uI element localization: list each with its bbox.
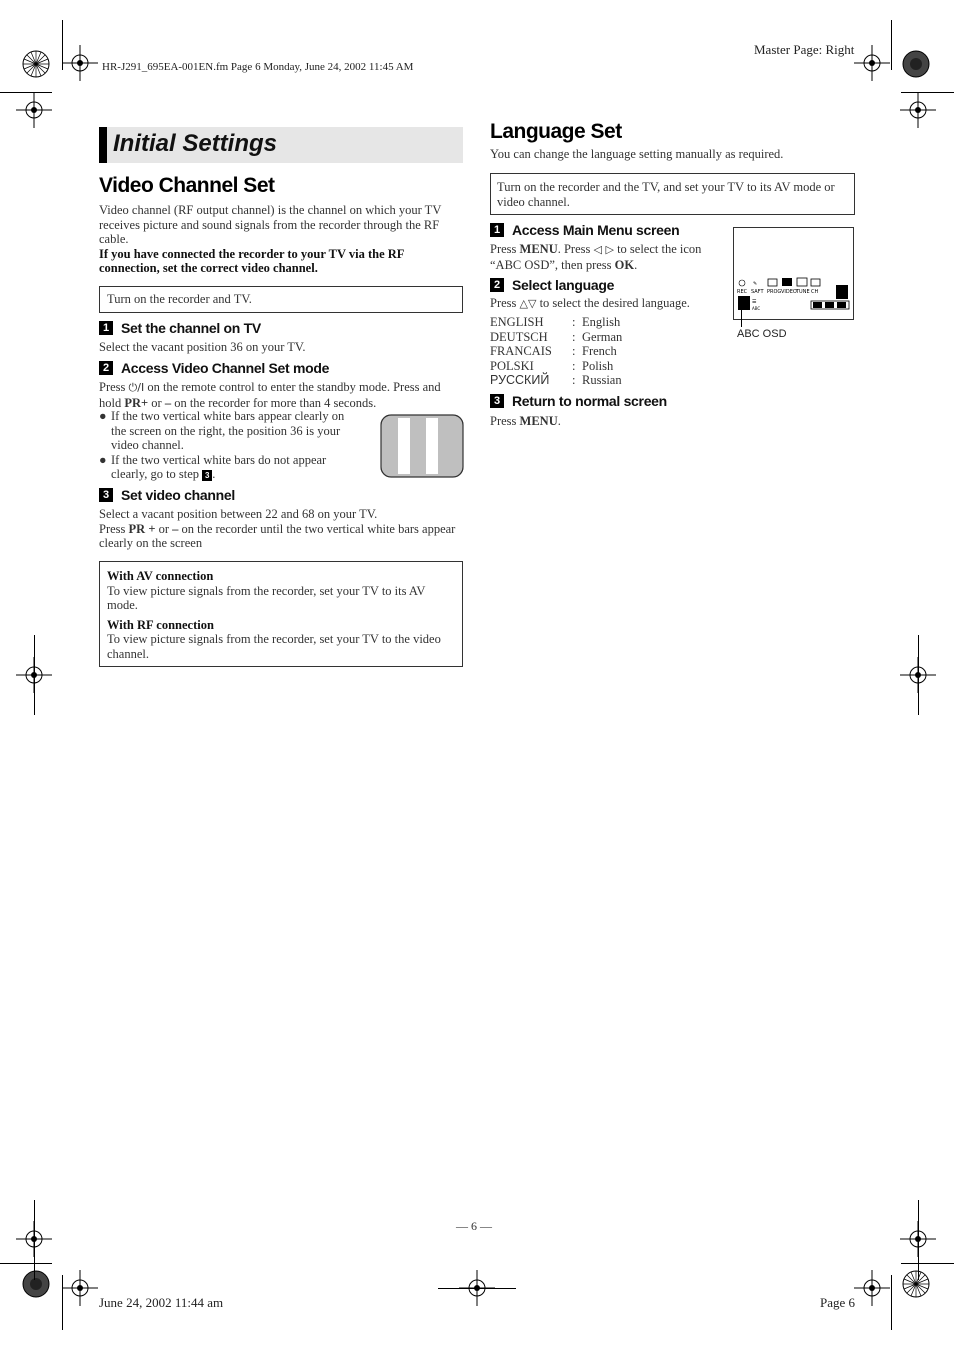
svg-text:PROG: PROG (767, 289, 782, 295)
footer-page: Page 6 (820, 1295, 856, 1310)
language-code: FRANCAIS (490, 344, 552, 358)
separator: : (572, 315, 576, 329)
intro-bold-text: If you have connected the recorder to your TV via the RF connection, set the correct video channel. (99, 246, 404, 275)
power-icon: ⏻/I (128, 381, 145, 394)
bullet-list (99, 409, 361, 482)
note-av-title: With AV connection (107, 569, 214, 583)
osd-callout-label: ABC OSD (737, 328, 787, 340)
step-2-language (490, 277, 614, 293)
lang-step-3-text: Press MENU. (490, 414, 561, 428)
language-intro: You can change the language setting manually as required. (490, 147, 784, 161)
step-1-language (490, 222, 679, 238)
rosette-bottom-left-icon (21, 1269, 51, 1299)
prep-box-video (99, 286, 463, 313)
rosette-top-left-icon (21, 49, 51, 79)
prep-box-language (490, 173, 855, 215)
video-channel-intro (99, 203, 461, 276)
separator: : (572, 329, 576, 344)
bullet-icon: ● (99, 409, 107, 423)
step-number: 3 (490, 394, 504, 408)
language-name: Polish (582, 358, 614, 373)
language-name: Russian (582, 373, 622, 387)
intro-text: Video channel (RF output channel) is the channel on which your TV receives picture and sound signals from the recorder through the RF cable. (99, 203, 442, 246)
osd-callout-line (741, 310, 742, 327)
step-label: Return to normal screen (512, 393, 667, 409)
language-heading: Language Set (490, 120, 622, 143)
step-3-text: Select a vacant position between 22 and 68 on your TV. Press PR + or – on the recorder until the two vertical white bars appear clearly on the screen (99, 507, 456, 550)
note-rf-title: With RF connection (107, 617, 214, 632)
svg-text:VIDEO: VIDEO (781, 289, 797, 295)
language-row (490, 373, 622, 388)
note-rf-text: To view picture signals from the recorder, set your TV to the video channel. (107, 632, 441, 661)
list-item: ● If the two vertical white bars appear clearly on the screen on the right, the position 36 is your video channel. (99, 409, 345, 452)
page-number-center: — 6 — (456, 1219, 492, 1233)
language-row (490, 315, 622, 330)
rosette-top-right-icon (901, 49, 931, 79)
step-3-video (99, 487, 235, 503)
step-label: Access Video Channel Set mode (121, 360, 330, 376)
crosshair-icon (62, 1270, 98, 1306)
step-2-text: Press ⏻/I on the remote control to enter the standby mode. Press and hold PR+ or – on the recorder for more than 4 seconds. (99, 380, 441, 410)
step-number: 2 (490, 278, 504, 292)
step-label: Set the channel on TV (121, 320, 261, 336)
svg-text:REC: REC (737, 289, 748, 295)
up-down-arrows-icon: △▽ (519, 297, 537, 310)
language-name: German (582, 329, 623, 344)
language-code: РУССКИЙ (490, 373, 550, 387)
crosshair-icon (62, 45, 98, 81)
svg-text:SAFT: SAFT (751, 289, 764, 295)
step-2-video (99, 360, 329, 376)
lang-step-2-text: Press △▽ to select the desired language. (490, 296, 690, 310)
list-item: ● If the two vertical white bars do not appear clearly, go to step 3 . (99, 452, 327, 481)
main-menu-osd-illustration (733, 227, 855, 321)
language-code: DEUTSCH (490, 329, 548, 344)
crosshair-icon (900, 92, 936, 128)
left-right-arrows-icon: ◁ ▷ (593, 243, 614, 256)
language-name: French (582, 344, 617, 358)
step-1-video (99, 320, 261, 336)
step-number: 1 (99, 321, 113, 335)
svg-text:ABC: ABC (752, 306, 761, 311)
step-label: Set video channel (121, 487, 235, 503)
step-number: 3 (99, 488, 113, 502)
language-row (490, 359, 622, 374)
crosshair-icon (16, 92, 52, 128)
prep-text: Turn on the recorder and TV. (107, 292, 252, 306)
crosshair-icon (854, 1270, 890, 1306)
video-channel-heading: Video Channel Set (99, 174, 275, 197)
step-ref-icon: 3 (202, 470, 212, 481)
language-code: ENGLISH (490, 315, 544, 329)
lang-step-1-text: Press MENU. Press ◁ ▷ to select the icon “ABC OSD”, then press OK. (490, 242, 702, 272)
language-code: POLSKI (490, 358, 534, 373)
section-band-bar (99, 127, 107, 163)
separator: : (572, 344, 576, 358)
separator: : (572, 373, 576, 387)
svg-text:✎: ✎ (753, 281, 758, 287)
language-row (490, 344, 622, 359)
language-name: English (582, 315, 621, 329)
step-label: Select language (512, 277, 615, 293)
svg-text:☰: ☰ (752, 299, 757, 305)
crosshair-icon (854, 45, 890, 81)
connection-note-box (99, 561, 463, 667)
master-page-label: Master Page: Right (754, 42, 855, 57)
language-row (490, 330, 622, 345)
bullet-icon: ● (99, 452, 107, 467)
svg-text:TUNE: TUNE (796, 289, 810, 295)
rosette-bottom-right-icon (901, 1269, 931, 1299)
tv-white-bars-illustration (380, 414, 464, 478)
section-band (99, 127, 463, 163)
footer-date: June 24, 2002 11:44 am (99, 1295, 224, 1310)
step-3-language (490, 393, 667, 409)
step-number: 2 (99, 361, 113, 375)
step-number: 1 (490, 223, 504, 237)
file-info: HR-J291_695EA-001EN.fm Page 6 Monday, June 24, 2002 11:45 AM (102, 61, 414, 73)
note-av-text: To view picture signals from the recorder, set your TV to its AV mode. (107, 583, 426, 612)
svg-text:CH: CH (811, 289, 819, 295)
step-label: Access Main Menu screen (512, 222, 680, 238)
language-table (490, 315, 622, 388)
section-title: Initial Settings (113, 130, 278, 157)
prep-text: Turn on the recorder and the TV, and set your TV to its AV mode or video channel. (497, 180, 835, 209)
step-1-text: Select the vacant position 36 on your TV. (99, 340, 306, 354)
separator: : (572, 358, 576, 373)
